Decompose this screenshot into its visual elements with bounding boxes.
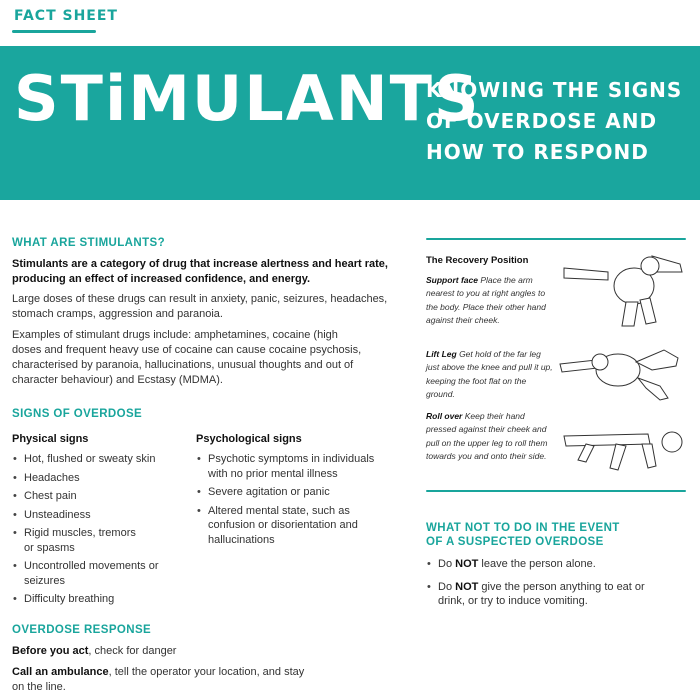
list-item: • Severe agitation or panic bbox=[196, 485, 386, 500]
fact-sheet-label: FACT SHEET bbox=[14, 8, 118, 24]
subtitle-line: KNOWING THE SIGNS bbox=[426, 78, 683, 102]
list-item: • Altered mental state, such as confusion or disorientation and hallucinations bbox=[196, 504, 358, 548]
before-label: Before you act bbox=[12, 645, 89, 657]
recovery-step-3 bbox=[426, 410, 556, 463]
page-title: STiMULANTS bbox=[14, 62, 481, 135]
response-heading: OVERDOSE RESPONSE bbox=[12, 624, 152, 636]
what-not-heading-line: OF A SUSPECTED OVERDOSE bbox=[426, 536, 604, 548]
recovery-figure-roll-over bbox=[556, 420, 690, 476]
list-item: • Unsteadiness bbox=[12, 508, 172, 523]
what-are-para2: Examples of stimulant drugs include: amphetamines, cocaine (high doses and frequent heavy use of cocaine can cause cocaine psychosis, characterised by paranoia, hallucinations, unusual thoughts and out of character behaviour) and Ecstasy (MDMA). bbox=[12, 329, 362, 386]
list-item: • Hot, flushed or sweaty skin bbox=[12, 452, 172, 467]
subtitle-line: OF OVERDOSE AND bbox=[426, 109, 658, 133]
list-item: • Headaches bbox=[12, 471, 172, 486]
what-are-heading: WHAT ARE STIMULANTS? bbox=[12, 237, 166, 249]
what-are-para1: Large doses of these drugs can result in anxiety, panic, seizures, headaches, stomach cramps, aggression and paranoia. bbox=[12, 293, 388, 320]
fact-sheet-underline bbox=[12, 30, 96, 33]
list-item: • Psychotic symptoms in individuals with no prior mental illness bbox=[196, 452, 386, 481]
psych-signs-heading: Psychological signs bbox=[196, 433, 302, 445]
what-not-heading-line: WHAT NOT TO DO IN THE EVENT bbox=[426, 522, 620, 534]
list-item: • Uncontrolled movements or seizures bbox=[12, 559, 159, 588]
step-label: Roll over bbox=[426, 411, 463, 421]
list-item: • Rigid muscles, tremors or spasms bbox=[12, 526, 144, 555]
recovery-step-2 bbox=[426, 348, 556, 401]
physical-signs-list bbox=[12, 452, 172, 611]
list-item: • Do NOT leave the person alone. bbox=[426, 557, 646, 572]
page-subtitle bbox=[426, 75, 696, 168]
step-text: Keep their hand pressed against their cheek and pull on the upper leg to roll them towards you and onto their side. bbox=[426, 411, 548, 461]
step-text: Place the arm nearest to you at right angles to the body. Place their other hand against their cheek. bbox=[426, 275, 546, 325]
list-item: • Difficulty breathing bbox=[12, 592, 172, 607]
what-not-list bbox=[426, 557, 646, 613]
recovery-figure-support-face bbox=[556, 250, 690, 330]
divider-bottom bbox=[426, 490, 686, 492]
call-text: , tell the operator your location, and stay on the line. bbox=[12, 666, 305, 693]
recovery-step-1 bbox=[426, 274, 556, 327]
response-before bbox=[12, 644, 332, 659]
step-label: Support face bbox=[426, 275, 478, 285]
subtitle-line: HOW TO RESPOND bbox=[426, 140, 649, 164]
recovery-title: The Recovery Position bbox=[426, 255, 529, 266]
what-are-lead: Stimulants are a category of drug that increase alertness and heart rate, producing an effect of increased confidence, and energy. bbox=[12, 258, 388, 285]
before-text: , check for danger bbox=[88, 645, 177, 657]
signs-heading: SIGNS OF OVERDOSE bbox=[12, 408, 143, 420]
response-call bbox=[12, 665, 312, 695]
divider-top bbox=[426, 238, 686, 240]
list-item: • Do NOT give the person anything to eat or drink, or try to induce vomiting. bbox=[426, 580, 646, 609]
what-not-heading bbox=[426, 521, 620, 549]
psych-signs-list bbox=[196, 452, 386, 551]
step-text: Get hold of the far leg just above the knee and pull it up, keeping the foot flat on the ground. bbox=[426, 349, 553, 399]
step-label: Lift Leg bbox=[426, 349, 457, 359]
call-label: Call an ambulance bbox=[12, 666, 109, 678]
list-item: • Chest pain bbox=[12, 489, 172, 504]
recovery-figure-lift-leg bbox=[556, 340, 690, 406]
physical-signs-heading: Physical signs bbox=[12, 433, 89, 445]
